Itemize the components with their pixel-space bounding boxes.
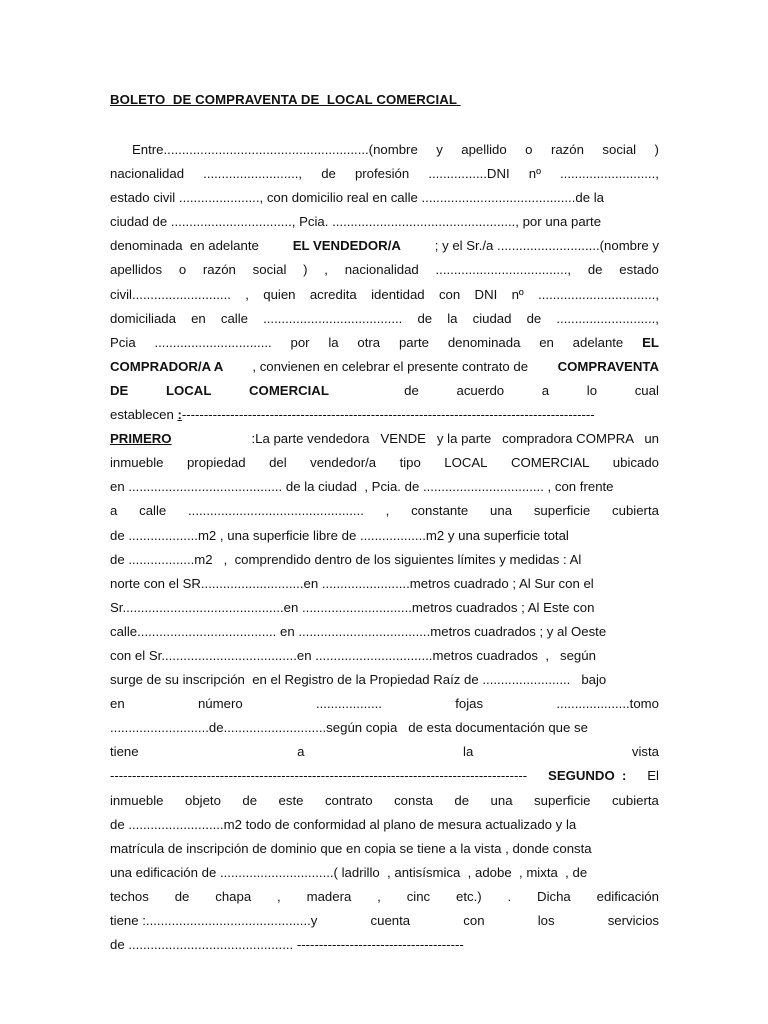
text-segment: .........................., [203, 166, 303, 182]
text-segment: cinc [406, 888, 431, 904]
text-segment: . [507, 888, 512, 904]
text-segment: ubicado [612, 455, 659, 471]
text-segment: DE [110, 382, 129, 398]
text-segment: por [290, 334, 310, 350]
text-segment: apellido [461, 142, 507, 157]
text-segment: identidad [371, 286, 425, 302]
text-segment: chapa [215, 888, 252, 904]
text-segment: ; y el Sr./a ............................(nombre y [431, 238, 659, 254]
text-segment: en [191, 310, 206, 326]
text-segment: ciudad de ................................., Pcia. .................................................., por una parte [110, 214, 602, 230]
text-segment: ...................................., [435, 262, 572, 278]
text-segment: ....................tomo [556, 696, 659, 712]
text-segment: vista [631, 744, 659, 760]
text-segment: LOCAL [444, 455, 488, 471]
text-segment: este [278, 792, 304, 808]
text-segment: nacionalidad [344, 262, 419, 278]
text-line [110, 331, 659, 355]
text-line [110, 861, 659, 885]
text-segment: tipo [399, 455, 421, 471]
text-segment: Sr............................................en ..............................metros cuadrados ; Al Este con [110, 599, 595, 615]
text-line [110, 283, 659, 307]
text-segment: de ...................m2 , una superficie libre de ..................m2 y una superficie total [110, 527, 569, 543]
text-segment: o [525, 142, 533, 157]
text-segment: número [197, 696, 243, 712]
text-line [110, 644, 659, 668]
text-segment: etc.) [456, 888, 482, 904]
text-segment: con [463, 913, 485, 928]
text-line [110, 885, 659, 909]
text-line [110, 162, 659, 186]
text-segment: Pcia [110, 334, 136, 350]
text-segment: ................DNI [428, 166, 510, 182]
text-line [110, 355, 659, 379]
text-segment: EL VENDEDOR/A [292, 238, 401, 254]
text-segment: con [438, 286, 461, 302]
text-segment: social [252, 262, 287, 278]
text-segment: ...........................de............................según copia de esta documentación que se [110, 720, 588, 736]
text-segment: a [297, 744, 305, 760]
text-segment: adelante [572, 334, 624, 350]
text-segment: COMPRAVENTA [557, 358, 659, 374]
text-segment: ---------------------------------------------------------------------------------------------- [181, 407, 595, 423]
text-line [110, 138, 659, 162]
text-segment: profesión [354, 166, 410, 182]
text-segment: otra [357, 334, 381, 350]
text-line [110, 764, 659, 788]
text-segment: de [321, 166, 336, 182]
text-segment: en .......................................... de la ciudad , Pcia. de ................................. , con frente [110, 479, 614, 495]
text-segment: domiciliada [110, 310, 176, 326]
text-segment: tiene :.............................................y [110, 913, 318, 928]
text-segment: DNI [474, 286, 498, 302]
text-line [110, 716, 659, 740]
text-segment: de [417, 310, 433, 326]
text-segment: .................. [315, 696, 382, 712]
text-line [110, 789, 659, 813]
text-line [110, 692, 659, 716]
text-segment: ...................................... [263, 310, 403, 326]
text-segment: propiedad [186, 455, 246, 471]
text-segment: razón [202, 262, 236, 278]
text-segment: de [174, 888, 190, 904]
text-segment: cubierta [611, 792, 659, 808]
text-segment: establecen [110, 407, 178, 423]
text-line [110, 572, 659, 596]
text-segment: razón [550, 142, 584, 157]
text-segment: ) [654, 142, 659, 157]
text-segment: o [178, 262, 187, 278]
text-segment: una edificación de ...............................( ladrillo , antisísmica , adobe , mixta , de [110, 864, 588, 880]
text-segment: , [245, 286, 249, 302]
text-segment: consta [394, 792, 433, 808]
text-segment: cubierta [612, 503, 659, 519]
text-line [110, 475, 659, 499]
text-segment: social [602, 142, 637, 157]
text-segment: estado civil ......................, con domicilio real en calle ..........................................de la [110, 190, 604, 206]
text-line [110, 451, 659, 475]
text-segment: , [324, 262, 328, 278]
text-segment: inmueble [110, 455, 164, 471]
text-segment: calle [139, 503, 167, 519]
text-segment: servicios [607, 913, 659, 928]
text-line [110, 620, 659, 644]
text-segment: :La parte vendedora VENDE y la parte compradora COMPRA un [247, 431, 659, 447]
text-segment: calle...................................... en ....................................metros cuadrados ; y al Oeste [110, 623, 607, 639]
text-segment: superficie [534, 792, 591, 808]
text-line [110, 307, 659, 331]
text-segment: de ..................m2 , comprendido dentro de los siguientes límites y medidas : Al [110, 551, 582, 567]
text-segment: LOCAL [165, 382, 212, 398]
text-segment: surge de su inscripción en el Registro de la Propiedad Raíz de ........................ bajo [110, 672, 607, 688]
text-segment: Entre........................................................(nombre [110, 142, 418, 157]
text-segment: en [110, 696, 125, 712]
text-segment: objeto [185, 792, 221, 808]
text-segment: superficie [533, 503, 591, 519]
text-segment: la [447, 310, 458, 326]
text-line [110, 813, 659, 837]
text-segment: , [377, 888, 381, 904]
text-segment: cual [634, 382, 659, 398]
text-segment: de [242, 792, 258, 808]
text-segment: cuenta [370, 913, 411, 928]
text-segment: PRIMERO [110, 431, 172, 447]
text-segment: ................................................ [188, 503, 364, 519]
text-segment: de [526, 310, 542, 326]
text-segment: edificación [596, 888, 659, 904]
text-segment: estado [619, 262, 659, 278]
text-segment: nº [528, 166, 541, 182]
text-segment: COMPRADOR/A A [110, 358, 227, 374]
text-segment: calle [220, 310, 248, 326]
text-line [110, 258, 659, 282]
text-line [110, 548, 659, 572]
text-segment: : [177, 407, 182, 423]
text-segment: , convienen en celebrar el presente contrato de [252, 358, 532, 374]
text-segment: tiene [110, 744, 139, 760]
text-segment: la [328, 334, 339, 350]
text-line [110, 740, 659, 764]
text-segment: ..........................., [556, 310, 659, 326]
text-segment: denominada [447, 334, 521, 350]
text-segment: norte con el SR............................en ........................metros cuadrado ; Al Sur con el [110, 575, 594, 591]
text-line [110, 210, 659, 234]
text-line [110, 668, 659, 692]
text-segment: parte [398, 334, 430, 350]
text-segment: de [404, 382, 419, 398]
text-segment: con el Sr.....................................en ................................metros cuadrados , según [110, 647, 596, 663]
text-segment: de [587, 262, 603, 278]
text-segment: del [269, 455, 287, 471]
text-segment: apellidos [110, 262, 163, 278]
text-segment: ) [303, 262, 308, 278]
text-line [110, 524, 659, 548]
text-line [110, 596, 659, 620]
text-line [110, 499, 659, 523]
text-segment: la [463, 744, 474, 760]
text-segment: ................................, [538, 286, 659, 302]
text-segment: de ............................................. -------------------------------------- [110, 937, 464, 953]
text-segment: , [277, 888, 281, 904]
text-segment: de [454, 792, 470, 808]
text-segment: de ..........................m2 todo de conformidad al plano de mesura actualizado y la [110, 816, 577, 832]
text-segment: EL [642, 334, 659, 350]
text-segment: .........................., [560, 166, 659, 182]
text-segment: acredita [309, 286, 357, 302]
text-segment: ciudad [472, 310, 512, 326]
text-segment: una [490, 792, 513, 808]
text-segment: a [110, 503, 118, 519]
text-segment: techos [110, 888, 149, 904]
text-segment: fojas [455, 696, 484, 712]
text-segment: Dicha [537, 888, 571, 904]
text-segment: contrato [324, 792, 373, 808]
text-segment: COMERCIAL [510, 455, 590, 471]
text-segment: los [537, 913, 555, 928]
text-line [110, 379, 659, 403]
text-segment: a [541, 382, 550, 398]
text-segment: SEGUNDO : [548, 768, 627, 784]
text-line [110, 186, 659, 210]
text-segment: lo [586, 382, 598, 398]
text-segment: COMERCIAL [249, 382, 329, 398]
text-segment: vendedor/a [310, 455, 377, 471]
text-segment: inmueble [110, 792, 164, 808]
text-segment: civil........................... [110, 286, 231, 302]
text-segment: matrícula de inscripción de dominio que en copia se tiene a la vista , donde consta [110, 840, 592, 856]
text-segment: y [436, 142, 443, 157]
text-segment: constante [411, 503, 469, 519]
text-segment: denominada en adelante [110, 238, 263, 254]
text-line [110, 837, 659, 861]
text-segment: ................................ [154, 334, 272, 350]
text-segment: nacionalidad [110, 166, 185, 182]
text-segment: acuerdo [456, 382, 505, 398]
text-segment: ----------------------------------------------------------------------------------------------- [110, 768, 528, 784]
text-segment: en [539, 334, 554, 350]
document-body [110, 138, 659, 957]
text-segment: nº [511, 286, 524, 302]
text-line [110, 427, 659, 451]
text-segment: , [385, 503, 390, 519]
text-line [110, 234, 659, 258]
document-title: BOLETO DE COMPRAVENTA DE LOCAL COMERCIAL [110, 92, 461, 107]
text-line [110, 909, 659, 933]
text-segment: quien [263, 286, 296, 302]
text-segment: una [490, 503, 513, 519]
text-line [110, 403, 659, 427]
text-segment: El [647, 768, 659, 784]
text-line [110, 933, 659, 957]
text-segment: madera [306, 888, 352, 904]
